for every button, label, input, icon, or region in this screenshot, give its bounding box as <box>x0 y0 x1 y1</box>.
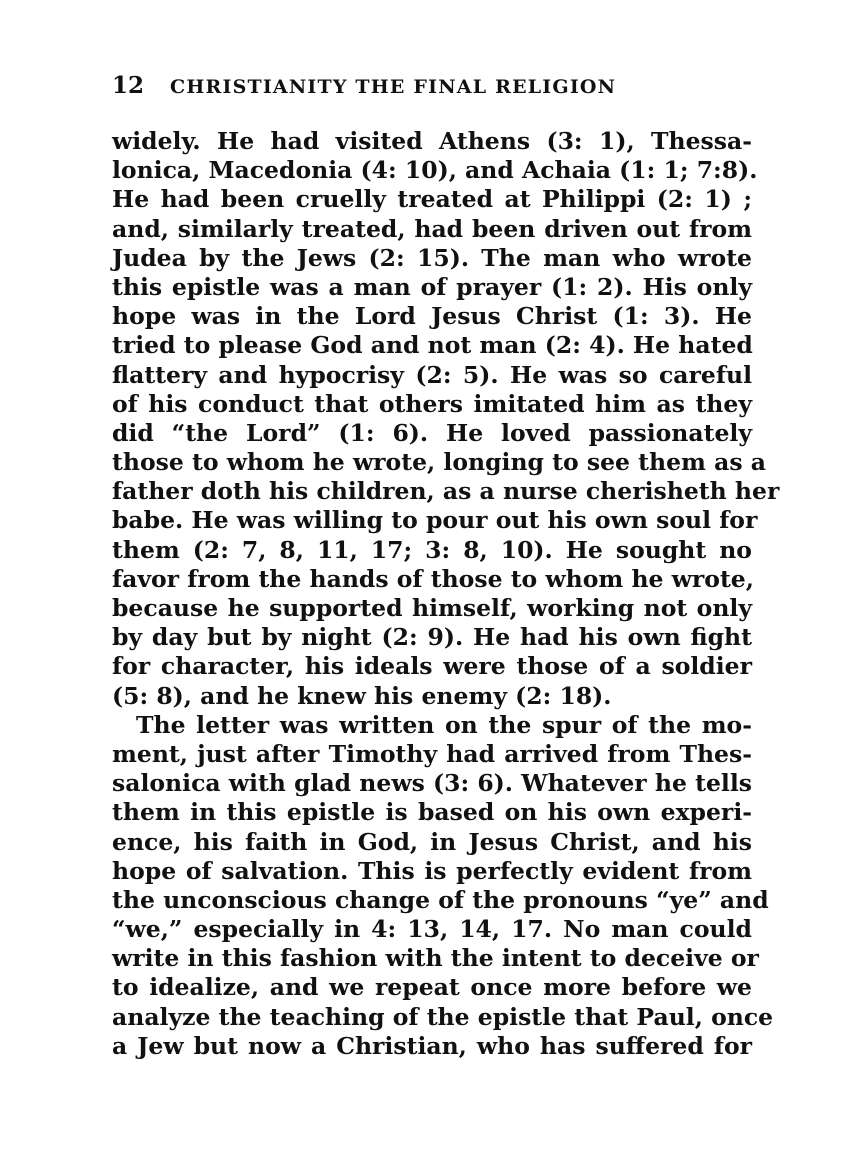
text-line: The letter was written on the spur of the mo- <box>136 710 752 739</box>
text-line: because he supported himself, working not only <box>112 594 752 622</box>
text-line: hope was in the Lord Jesus Christ (1: 3). He <box>112 302 752 331</box>
text-line: a Jew but now a Christian, who has suffered for <box>112 1031 752 1060</box>
text-line: Judea by the Jews (2: 15). The man who wrote <box>112 243 752 272</box>
running-title: CHRISTIANITY THE FINAL RELIGION <box>170 76 617 98</box>
text-line: the unconscious change of the pronouns “ye” and <box>112 885 769 914</box>
text-line: lonica, Macedonia (4: 10), and Achaia (1: 1; 7:8). <box>112 156 758 185</box>
text-line: ence, his faith in God, in Jesus Christ, and his <box>112 827 752 856</box>
text-line: this epistle was a man of prayer (1: 2). His only <box>112 272 752 301</box>
text-line: analyze the teaching of the epistle that Paul, once <box>112 1002 774 1031</box>
paragraph-1 <box>112 127 780 711</box>
text-line: (5: 8), and he knew his enemy (2: 18). <box>112 681 612 710</box>
text-line: those to whom he wrote, longing to see them as a <box>112 448 766 477</box>
text-line: widely. He had visited Athens (3: 1), Thessa- <box>112 127 752 155</box>
text-line: hope of salvation. This is perfectly evident from <box>112 856 752 885</box>
paragraph-2 <box>112 710 774 1061</box>
running-head <box>112 72 752 102</box>
text-line: favor from the hands of those to whom he wrote, <box>112 564 754 593</box>
text-line: babe. He was willing to pour out his own soul for <box>112 506 758 535</box>
text-line: to idealize, and we repeat once more before we <box>112 973 752 1002</box>
text-line: of his conduct that others imitated him as they <box>112 389 752 418</box>
text-line: did “the Lord” (1: 6). He loved passionately <box>112 418 752 447</box>
text-line: and, similarly treated, had been driven out from <box>112 214 752 243</box>
text-line: “we,” especially in 4: 13, 14, 17. No man could <box>112 915 752 944</box>
text-line: by day but by night (2: 9). He had his own fight <box>112 623 752 652</box>
text-line: them (2: 7, 8, 11, 17; 3: 8, 10). He sought no <box>112 535 752 564</box>
text-line: salonica with glad news (3: 6). Whatever he tells <box>112 769 752 798</box>
text-line: write in this fashion with the intent to deceive or <box>112 944 759 973</box>
text-line: He had been cruelly treated at Philippi (2: 1) ; <box>112 185 752 214</box>
page-number: 12 <box>112 72 145 99</box>
text-line: flattery and hypocrisy (2: 5). He was so careful <box>112 360 752 389</box>
text-line: father doth his children, as a nurse cherisheth her <box>112 477 780 506</box>
body-text <box>112 127 780 1061</box>
text-line: tried to please God and not man (2: 4). He hated <box>112 331 753 360</box>
text-line: ment, just after Timothy had arrived from Thes- <box>112 739 752 768</box>
text-line: them in this epistle is based on his own experi- <box>112 798 752 827</box>
text-line: for character, his ideals were those of a soldier <box>112 652 752 681</box>
